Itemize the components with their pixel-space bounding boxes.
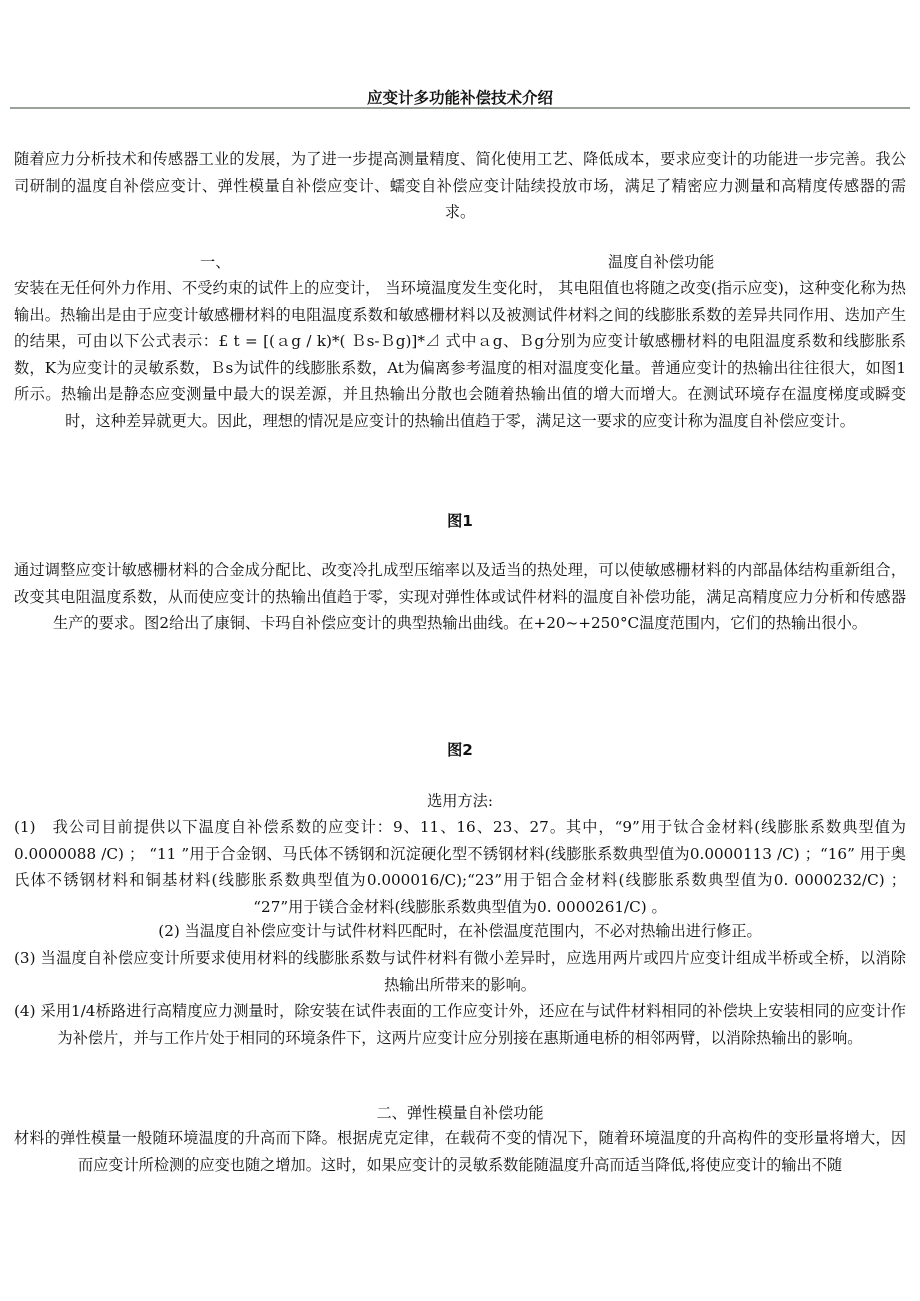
method-item-2: (2) 当温度自补偿应变计与试件材料匹配时，在补偿温度范围内，不必对热输出进行修正。	[158, 922, 762, 940]
method-item-1: (1) 我公司目前提供以下温度自补偿系数的应变计：9、11、16、23、27。其中，“9”用于钛合金材料(线膨胀系数典型值为 0.0000088 /C) ； “11 ”用于合金钢、马氏体不锈钢和沉淀硬化型不锈钢材料(线膨胀系数典型值为0.0000113 /C) ；“16” 用于奥氏体不锈钢材料和铜基材料(线膨胀系数典型值为0.000016/C);“23”用于铝合金材料(线膨胀系数典型值为0. 0000232/C) ； “27”用于镁合金材料(线膨胀系数典型值为0. 0000261/C) 。	[14, 818, 906, 916]
method-item-3: (3) 当温度自补偿应变计所要求使用材料的线膨胀系数与试件材料有微小差异时，应选用两片或四片应变计组成半桥或全桥，以消除热输出所带来的影响。	[14, 949, 906, 994]
selection-method-heading: 选用方法:	[427, 792, 493, 810]
method-item-4: (4) 采用1/4桥路进行高精度应力测量时，除安装在试件表面的工作应变计外，还应在与试件材料相同的补偿块上安装相同的应变计作为补偿片，并与工作片处于相同的环境条件下，这两片应变计应分别接在惠斯通电桥的相邻两臂，以消除热输出的影响。	[14, 1002, 906, 1047]
figure-2-caption: 图2	[447, 741, 473, 759]
document-title: 应变计多功能补偿技术介绍	[366, 89, 553, 107]
section1-number: 一、	[200, 253, 231, 271]
section1-paragraph-2: 通过调整应变计敏感栅材料的合金成分配比、改变冷扎成型压缩率以及适当的热处理，可以使敏感栅材料的内部晶体结构重新组合，改变其电阻温度系数，从而使应变计的热输出值趋于零，实现对弹性体或试件材料的温度自补偿功能，满足高精度应力分析和传感器生产的要求。图2给出了康铜、卡玛自补偿应变计的典型热输出曲线。在+20~+250°C温度范围内，它们的热输出很小。	[14, 561, 906, 632]
title-divider	[10, 107, 910, 109]
section2-heading: 二、弹性模量自补偿功能	[376, 1104, 544, 1122]
section1-heading: 温度自补偿功能	[608, 253, 715, 271]
figure-1-caption: 图1	[447, 512, 473, 530]
intro-paragraph: 随着应力分析技术和传感器工业的发展，为了进一步提高测量精度、简化使用工艺、降低成本，要求应变计的功能进一步完善。我公司研制的温度自补偿应变计、弹性模量自补偿应变计、蠕变自补偿应变计陆续投放市场，满足了精密应力测量和高精度传感器的需求。	[14, 150, 906, 221]
section1-paragraph-1: 安装在无任何外力作用、不受约束的试件上的应变计， 当环境温度发生变化时， 其电阻值也将随之改变(指示应变)，这种变化称为热输出。热输出是由于应变计敏感栅材料的电阻温度系数和敏感栅材料以及被测试件材料之间的线膨胀系数的差异共同作用、迭加产生的结果，可由以下公式表示：£ t = [(ａg / k)*( Ｂs-Ｂg)]*⊿ 式中ａg、Ｂg分别为应变计敏感栅材料的电阻温度系数和线膨胀系数，K为应变计的灵敏系数，Ｂs为试件的线膨胀系数，At为偏离参考温度的相对温度变化量。普通应变计的热输出往往很大，如图1所示。热输出是静态应变测量中最大的误差源，并且热输出分散也会随着热输出值的增大而增大。在测试环境存在温度梯度或瞬变时，这种差异就更大。因此，理想的情况是应变计的热输出值趋于零，满足这一要求的应变计称为温度自补偿应变计。	[14, 279, 906, 430]
section2-paragraph-1: 材料的弹性模量一般随环境温度的升高而下降。根据虎克定律，在载荷不变的情况下，随着环境温度的升高构件的变形量将增大，因而应变计所检测的应变也随之增加。这时，如果应变计的灵敏系数能随温度升高而适当降低,将使应变计的输出不随	[14, 1129, 906, 1174]
